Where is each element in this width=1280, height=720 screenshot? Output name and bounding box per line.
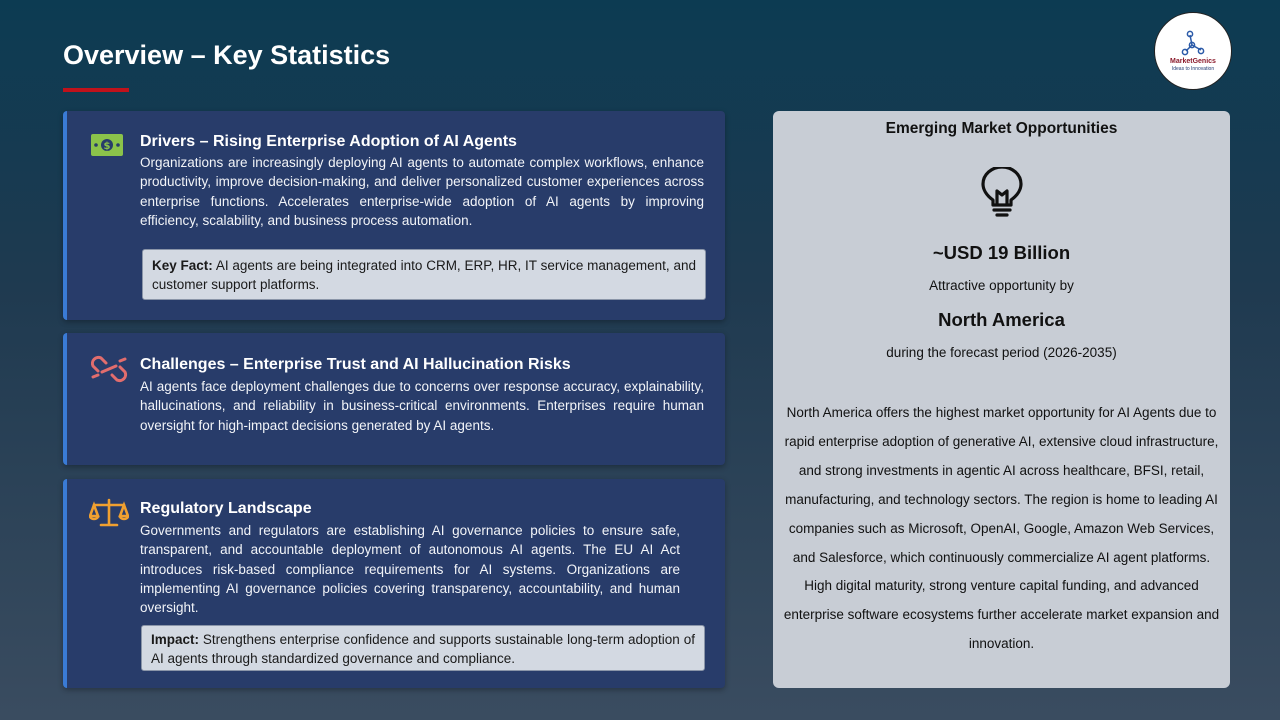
broken-link-icon <box>89 353 129 385</box>
opportunity-panel <box>773 111 1230 688</box>
key-fact-box <box>142 249 706 300</box>
key-fact-text: AI agents are being integrated into CRM, ERP, HR, IT service management, and customer support platforms. <box>152 258 696 292</box>
opportunity-description: North America offers the highest market opportunity for AI Agents due to rapid enterprise adoption of generative AI, extensive cloud infrastructure, and strong investments in agentic AI across healthcare, BFSI, retail, manufacturing, and technology sectors. The region is home to leading AI companies such as Microsoft, OpenAI, Google, Amazon Web Services, and Salesforce, which continuously commercialize AI agent platforms. High digital maturity, strong venture capital funding, and advanced enterprise software ecosystems further accelerate market expansion and innovation. <box>783 405 1220 652</box>
network-icon <box>1181 30 1205 56</box>
svg-text:$: $ <box>103 141 111 152</box>
drivers-card <box>63 111 725 320</box>
challenges-body: AI agents face deployment challenges due to concerns over response accuracy, explainability, hallucinations, and reliability in business-critical environments. Enterprises require human oversight for high-impact decisions generated by AI agents. <box>140 379 704 433</box>
impact-label: Impact: <box>151 632 200 647</box>
impact-text: Strengthens enterprise confidence and supports sustainable long-term adoption of AI agents through standardized governance and compliance. <box>151 632 695 666</box>
opportunity-region: North America <box>938 309 1065 330</box>
logo-name: MarketGenics <box>1170 58 1216 65</box>
key-fact-label: Key Fact: <box>152 258 213 273</box>
challenges-card <box>63 333 725 465</box>
page-title: Overview – Key Statistics <box>63 40 391 70</box>
regulatory-body: Governments and regulators are establishing AI governance policies to ensure safe, transparent, and accountable deployment of autonomous AI agents. The EU AI Act introduces risk-based compliance requirements for AI systems. Organizations are implementing AI governance policies covering transparency, accountability, and human oversight. <box>140 523 680 616</box>
logo-tagline: Ideas to Innovation <box>1171 66 1215 72</box>
title-underline <box>63 88 129 92</box>
opportunity-title: Emerging Market Opportunities <box>885 120 1118 137</box>
drivers-body: Organizations are increasingly deploying AI agents to automate complex workflows, enhance productivity, improve decision-making, and deliver personalized customer experiences across enterprise functions. Accelerates enterprise-wide adoption of AI agents by improving efficiency, scalability, and business process automation. <box>140 155 704 228</box>
regulatory-heading: Regulatory Landscape <box>140 500 312 517</box>
company-logo <box>1154 12 1232 90</box>
forecast-period: during the forecast period (2026-2035) <box>886 345 1117 360</box>
opportunity-amount: ~USD 19 Billion <box>932 242 1071 263</box>
regulatory-card <box>63 479 725 688</box>
lightbulb-icon <box>980 167 1024 219</box>
opportunity-subtitle: Attractive opportunity by <box>929 278 1074 293</box>
drivers-heading: Drivers – Rising Enterprise Adoption of AI Agents <box>140 133 517 150</box>
challenges-heading: Challenges – Enterprise Trust and AI Hallucination Risks <box>140 356 571 373</box>
scales-icon <box>89 497 129 529</box>
impact-box <box>141 625 705 671</box>
money-icon <box>89 131 125 159</box>
